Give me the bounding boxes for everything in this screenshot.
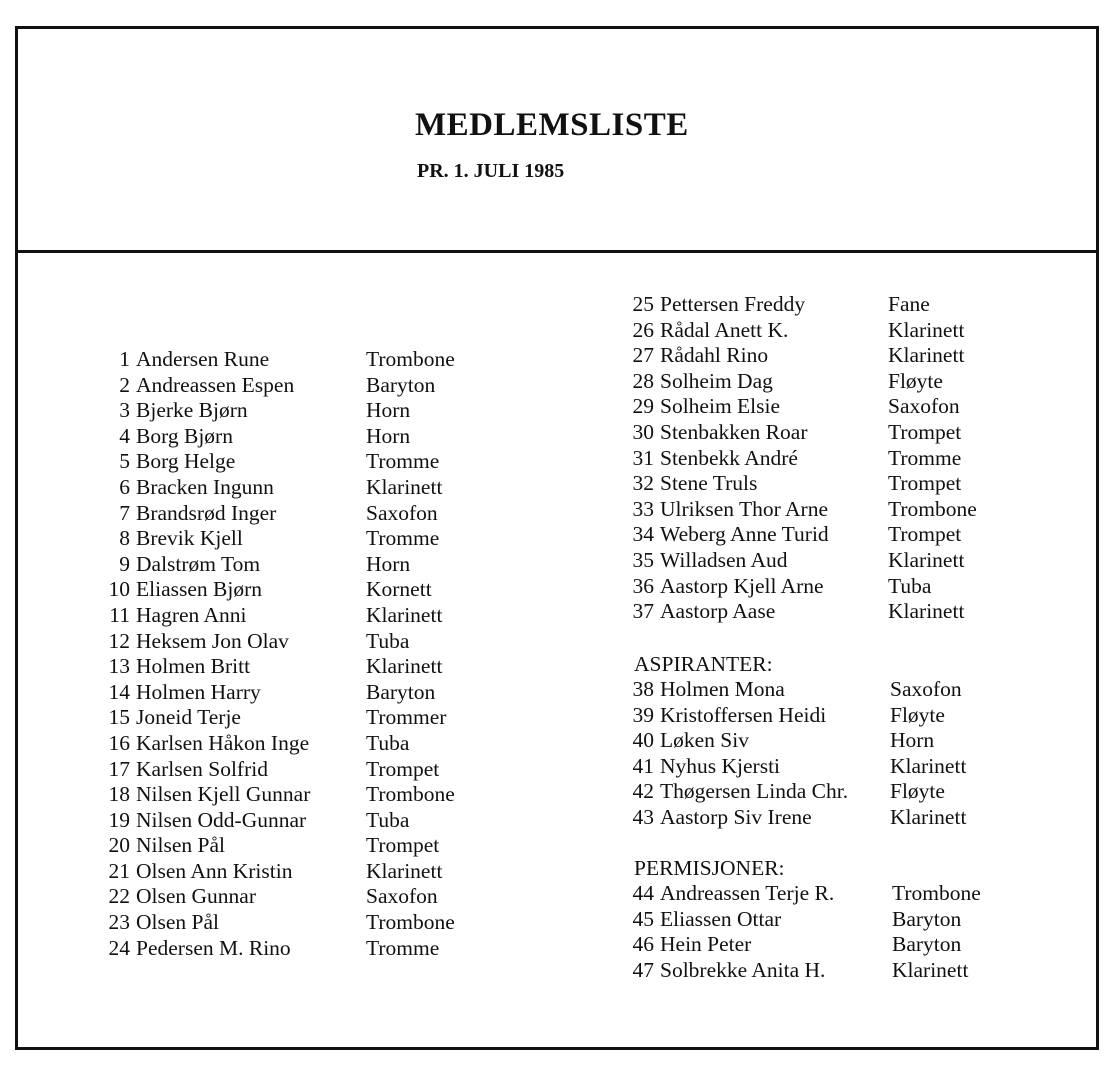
- member-instrument: Klarinett: [892, 957, 969, 982]
- member-instrument: Tromme: [366, 449, 440, 474]
- member-instrument: Klarinett: [888, 317, 965, 342]
- member-name: Løken Siv: [660, 728, 749, 753]
- member-row: [624, 703, 1084, 729]
- member-row: [624, 932, 1084, 958]
- member-row: [624, 677, 1084, 703]
- member-name: Pedersen M. Rino: [136, 935, 291, 960]
- member-instrument: Tromme: [888, 445, 962, 470]
- member-list-left: [98, 347, 498, 961]
- member-instrument: Tromme: [366, 526, 440, 551]
- member-name: Nilsen Pål: [136, 833, 225, 858]
- member-instrument: Tromme: [366, 935, 440, 960]
- member-instrument: Trompet: [888, 471, 962, 496]
- member-name: Aastorp Aase: [660, 599, 776, 624]
- member-row: [624, 599, 1084, 625]
- member-instrument: Trompet: [888, 419, 962, 444]
- member-instrument: Horn: [366, 423, 411, 448]
- member-instrument: Saxofon: [890, 677, 962, 701]
- member-number: 47: [632, 957, 654, 982]
- member-instrument: Baryton: [366, 372, 436, 397]
- member-row: [98, 808, 498, 834]
- member-number: 8: [119, 526, 130, 551]
- member-number: 10: [108, 577, 130, 602]
- member-instrument: Fløyte: [890, 702, 945, 727]
- member-instrument: Saxofon: [888, 394, 960, 419]
- member-instrument: Klarinett: [366, 474, 443, 499]
- member-name: Borg Bjørn: [136, 423, 233, 448]
- member-row: [624, 318, 1084, 344]
- member-name: Stenbekk André: [660, 445, 798, 470]
- member-name: Borg Helge: [136, 449, 236, 474]
- member-number: 9: [119, 551, 130, 576]
- member-instrument: Klarinett: [888, 343, 965, 368]
- member-row: [98, 757, 498, 783]
- member-number: 1: [119, 347, 130, 371]
- permisjoner-heading: PERMISJONER:: [634, 856, 785, 880]
- member-number: 30: [632, 419, 654, 444]
- member-number: 37: [632, 599, 654, 624]
- member-number: 24: [108, 935, 130, 960]
- member-row: [624, 574, 1084, 600]
- member-number: 38: [632, 677, 654, 701]
- member-row: [98, 936, 498, 962]
- member-number: 16: [108, 730, 130, 755]
- member-row: [98, 552, 498, 578]
- member-number: 41: [632, 753, 654, 778]
- member-name: Nilsen Odd-Gunnar: [136, 807, 307, 832]
- member-instrument: Baryton: [366, 679, 436, 704]
- member-name: Stene Truls: [660, 471, 758, 496]
- member-row: [98, 833, 498, 859]
- member-instrument: Klarinett: [888, 599, 965, 624]
- member-row: [624, 907, 1084, 933]
- member-instrument: Fløyte: [888, 368, 943, 393]
- member-name: Nilsen Kjell Gunnar: [136, 782, 311, 807]
- member-name: Willadsen Aud: [660, 547, 788, 572]
- member-number: 39: [632, 702, 654, 727]
- member-name: Bjerke Bjørn: [136, 398, 248, 423]
- member-row: [98, 705, 498, 731]
- member-row: [624, 779, 1084, 805]
- member-instrument: Fløyte: [890, 779, 945, 804]
- member-number: 15: [108, 705, 130, 730]
- member-row: [98, 654, 498, 680]
- member-number: 12: [108, 628, 130, 653]
- member-instrument: Baryton: [892, 932, 962, 957]
- member-row: [624, 497, 1084, 523]
- member-instrument: Klarinett: [888, 547, 965, 572]
- member-number: 7: [119, 500, 130, 525]
- member-name: Solbrekke Anita H.: [660, 957, 826, 982]
- member-number: 34: [632, 522, 654, 547]
- member-row: [624, 881, 1084, 907]
- member-name: Rådal Anett K.: [660, 317, 789, 342]
- member-row: [98, 501, 498, 527]
- member-instrument: Saxofon: [366, 884, 438, 909]
- member-instrument: Tuba: [366, 730, 410, 755]
- member-name: Olsen Ann Kristin: [136, 858, 293, 883]
- member-name: Pettersen Freddy: [660, 292, 806, 316]
- member-instrument: Kornett: [366, 577, 432, 602]
- member-name: Karlsen Solfrid: [136, 756, 268, 781]
- member-instrument: Tuba: [366, 807, 410, 832]
- member-number: 26: [632, 317, 654, 342]
- member-name: Stenbakken Roar: [660, 419, 808, 444]
- member-row: [624, 394, 1084, 420]
- member-number: 36: [632, 573, 654, 598]
- member-number: 5: [119, 449, 130, 474]
- member-row: [624, 292, 1084, 318]
- member-number: 46: [632, 932, 654, 957]
- member-instrument: Horn: [366, 398, 411, 423]
- aspiranter-list: [624, 677, 1084, 831]
- member-number: 33: [632, 496, 654, 521]
- member-instrument: Klarinett: [366, 654, 443, 679]
- member-name: Thøgersen Linda Chr.: [660, 779, 849, 804]
- member-instrument: Klarinett: [366, 602, 443, 627]
- member-row: [98, 424, 498, 450]
- member-name: Joneid Terje: [136, 705, 241, 730]
- member-row: [624, 420, 1084, 446]
- member-name: Andersen Rune: [136, 347, 270, 371]
- member-number: 31: [632, 445, 654, 470]
- member-number: 22: [108, 884, 130, 909]
- member-number: 19: [108, 807, 130, 832]
- member-number: 13: [108, 654, 130, 679]
- permisjoner-list: [624, 881, 1084, 983]
- member-instrument: Trommer: [366, 705, 447, 730]
- member-name: Brandsrød Inger: [136, 500, 277, 525]
- member-instrument: Horn: [366, 551, 411, 576]
- member-number: 2: [119, 372, 130, 397]
- member-number: 45: [632, 906, 654, 931]
- member-row: [624, 522, 1084, 548]
- member-number: 40: [632, 728, 654, 753]
- member-name: Olsen Pål: [136, 910, 220, 935]
- member-row: [624, 958, 1084, 984]
- member-name: Ulriksen Thor Arne: [660, 496, 828, 521]
- member-name: Aastorp Siv Irene: [660, 804, 812, 829]
- member-row: [624, 548, 1084, 574]
- member-row: [98, 731, 498, 757]
- member-number: 11: [109, 602, 130, 627]
- member-row: [624, 754, 1084, 780]
- member-name: Kristoffersen Heidi: [660, 702, 827, 727]
- member-row: [624, 805, 1084, 831]
- member-row: [98, 603, 498, 629]
- member-instrument: Baryton: [892, 906, 962, 931]
- member-number: 42: [632, 779, 654, 804]
- member-number: 14: [108, 679, 130, 704]
- member-instrument: Trombone: [892, 881, 981, 905]
- member-instrument: Trombone: [366, 910, 455, 935]
- aspiranter-heading: ASPIRANTER:: [634, 652, 773, 676]
- member-name: Eliassen Ottar: [660, 906, 782, 931]
- member-instrument: Trompet: [366, 756, 440, 781]
- member-instrument: Tuba: [888, 573, 932, 598]
- member-row: [98, 910, 498, 936]
- member-row: [624, 369, 1084, 395]
- member-instrument: Trombone: [366, 782, 455, 807]
- member-row: [624, 446, 1084, 472]
- page-title: MEDLEMSLISTE: [415, 107, 689, 143]
- member-name: Andreassen Terje R.: [660, 881, 835, 905]
- member-name: Heksem Jon Olav: [136, 628, 289, 653]
- member-name: Karlsen Håkon Inge: [136, 730, 310, 755]
- member-row: [98, 347, 498, 373]
- member-number: 25: [632, 292, 654, 316]
- member-row: [98, 859, 498, 885]
- member-number: 3: [119, 398, 130, 423]
- member-row: [98, 629, 498, 655]
- member-row: [98, 526, 498, 552]
- member-instrument: Trompet: [888, 522, 962, 547]
- member-name: Rådahl Rino: [660, 343, 769, 368]
- member-number: 17: [108, 756, 130, 781]
- member-instrument: Trombone: [888, 496, 977, 521]
- member-instrument: Klarinett: [366, 858, 443, 883]
- member-number: 43: [632, 804, 654, 829]
- member-number: 23: [108, 910, 130, 935]
- page-subtitle: PR. 1. JULI 1985: [417, 160, 565, 182]
- member-number: 4: [119, 423, 130, 448]
- member-number: 18: [108, 782, 130, 807]
- member-row: [624, 471, 1084, 497]
- member-name: Andreassen Espen: [136, 372, 295, 397]
- header-divider: [15, 250, 1099, 253]
- member-name: Bracken Ingunn: [136, 474, 274, 499]
- member-number: 32: [632, 471, 654, 496]
- member-number: 44: [632, 881, 654, 905]
- member-name: Nyhus Kjersti: [660, 753, 781, 778]
- member-name: Weberg Anne Turid: [660, 522, 829, 547]
- member-name: Olsen Gunnar: [136, 884, 257, 909]
- member-name: Aastorp Kjell Arne: [660, 573, 824, 598]
- member-instrument: Trombone: [366, 347, 455, 371]
- member-name: Solheim Dag: [660, 368, 773, 393]
- member-number: 28: [632, 368, 654, 393]
- member-row: [624, 343, 1084, 369]
- member-number: 20: [108, 833, 130, 858]
- member-number: 29: [632, 394, 654, 419]
- member-instrument: Klarinett: [890, 804, 967, 829]
- member-number: 35: [632, 547, 654, 572]
- member-row: [98, 680, 498, 706]
- member-number: 27: [632, 343, 654, 368]
- member-number: 21: [108, 858, 130, 883]
- member-name: Holmen Britt: [136, 654, 251, 679]
- member-name: Hagren Anni: [136, 602, 247, 627]
- member-row: [98, 398, 498, 424]
- member-row: [98, 782, 498, 808]
- member-name: Eliassen Bjørn: [136, 577, 262, 602]
- member-instrument: Klarinett: [890, 753, 967, 778]
- member-instrument: Saxofon: [366, 500, 438, 525]
- member-name: Dalstrøm Tom: [136, 551, 261, 576]
- member-row: [98, 373, 498, 399]
- member-row: [98, 449, 498, 475]
- member-row: [98, 884, 498, 910]
- member-row: [98, 577, 498, 603]
- member-instrument: Fane: [888, 292, 930, 316]
- member-row: [624, 728, 1084, 754]
- member-name: Solheim Elsie: [660, 394, 781, 419]
- member-name: Brevik Kjell: [136, 526, 243, 551]
- member-name: Holmen Mona: [660, 677, 785, 701]
- member-name: Holmen Harry: [136, 679, 261, 704]
- member-row: [98, 475, 498, 501]
- member-number: 6: [119, 474, 130, 499]
- member-name: Hein Peter: [660, 932, 752, 957]
- member-instrument: Trompet: [366, 833, 440, 858]
- member-list-right: [624, 292, 1084, 625]
- member-instrument: Tuba: [366, 628, 410, 653]
- member-instrument: Horn: [890, 728, 935, 753]
